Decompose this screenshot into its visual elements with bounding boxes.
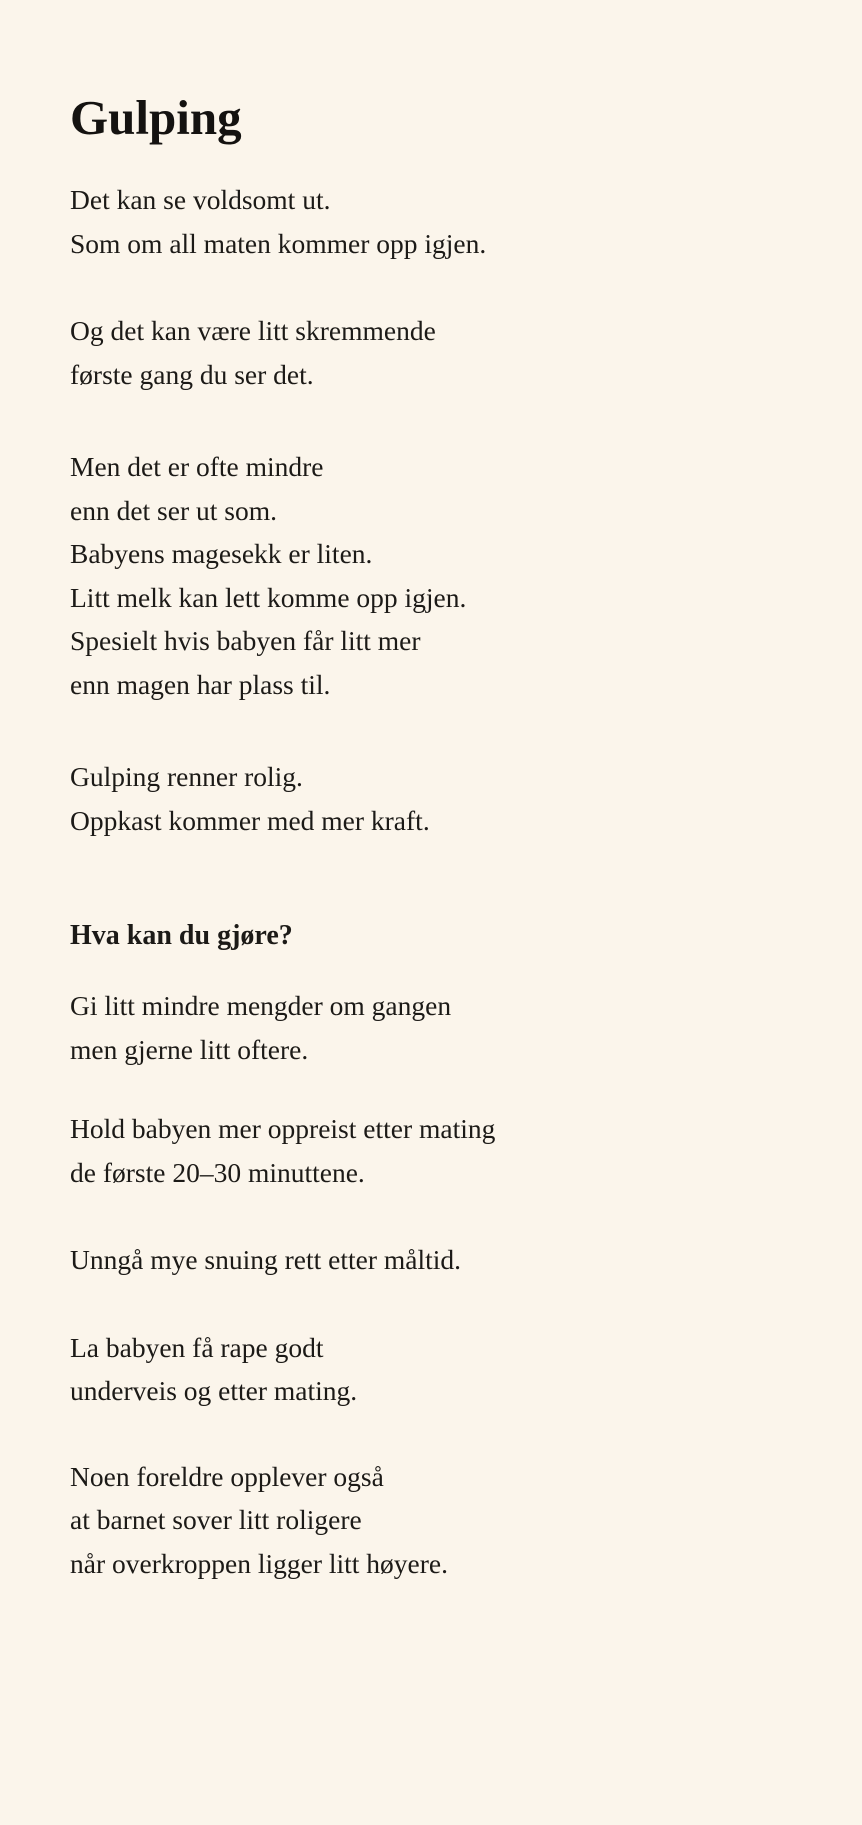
intro-paragraph-4 bbox=[70, 755, 792, 842]
tip-paragraph-1 bbox=[70, 984, 792, 1071]
text-line: Spesielt hvis babyen får litt mer bbox=[70, 625, 421, 656]
tip-paragraph-2 bbox=[70, 1107, 792, 1194]
text-line: men gjerne litt oftere. bbox=[70, 1033, 309, 1065]
intro-paragraph-2 bbox=[70, 309, 792, 396]
text-line: enn magen har plass til. bbox=[70, 668, 331, 700]
text-line: Hold babyen mer oppreist etter mating bbox=[70, 1113, 496, 1144]
text-line: de første 20–30 minuttene. bbox=[70, 1156, 365, 1188]
text-line: Gulping renner rolig. bbox=[70, 761, 303, 792]
section-heading: Hva kan du gjøre? bbox=[70, 920, 293, 951]
text-line: Babyens magesekk er liten. bbox=[70, 538, 373, 569]
text-line: Noen foreldre opplever også bbox=[70, 1460, 384, 1492]
text-line: at barnet sover litt roligere bbox=[70, 1504, 362, 1535]
text-line: La babyen få rape godt bbox=[70, 1331, 324, 1363]
text-line: Som om all maten kommer opp igjen. bbox=[70, 227, 487, 259]
tip-paragraph-5 bbox=[70, 1455, 792, 1586]
text-line: Unngå mye snuing rett etter måltid. bbox=[70, 1244, 462, 1275]
tip-paragraph-4 bbox=[70, 1326, 792, 1413]
page-title: Gulping bbox=[70, 90, 242, 145]
text-line: Gi litt mindre mengder om gangen bbox=[70, 990, 452, 1021]
text-line: Oppkast kommer med mer kraft. bbox=[70, 804, 430, 836]
text-line: Litt melk kan lett komme opp igjen. bbox=[70, 581, 467, 613]
text-line: underveis og etter mating. bbox=[70, 1375, 358, 1406]
text-line: Og det kan være litt skremmende bbox=[70, 315, 436, 346]
text-line: Men det er ofte mindre bbox=[70, 451, 324, 482]
tip-paragraph-3 bbox=[70, 1238, 792, 1282]
intro-paragraph-1 bbox=[70, 178, 792, 265]
intro-paragraph-3 bbox=[70, 445, 792, 706]
text-line: første gang du ser det. bbox=[70, 358, 314, 390]
text-line: enn det ser ut som. bbox=[70, 494, 277, 526]
text-line: Det kan se voldsomt ut. bbox=[70, 184, 331, 215]
text-line: når overkroppen ligger litt høyere. bbox=[70, 1547, 448, 1579]
